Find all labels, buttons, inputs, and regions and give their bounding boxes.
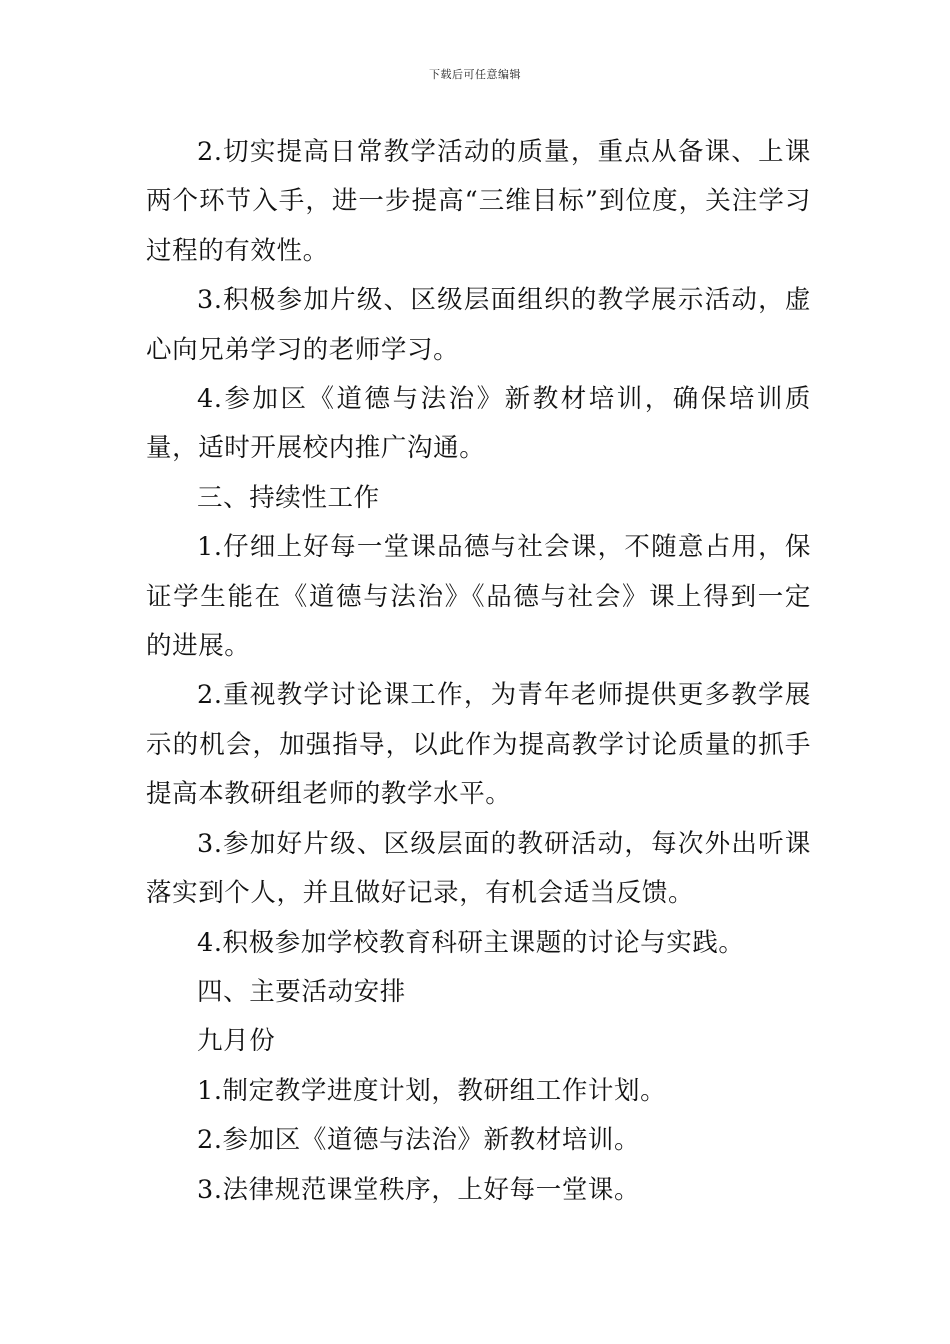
paragraph: 2.切实提高日常教学活动的质量，重点从备课、上课两个环节入手，进一步提高“三维目标”到位度，关注学习过程的有效性。 bbox=[146, 137, 811, 266]
paragraph: 1.仔细上好每一堂课品德与社会课，不随意占用，保证学生能在《道德与法治》《品德与社会》课上得到一定的进展。 bbox=[146, 532, 811, 662]
section-heading: 三、持续性工作 bbox=[197, 482, 380, 513]
paragraph: 2.重视教学讨论课工作，为青年老师提供更多教学展示的机会，加强指导，以此作为提高教学讨论质量的抓手提高本教研组老师的教学水平。 bbox=[146, 680, 811, 810]
paragraph: 4.积极参加学校教育科研主课题的讨论与实践。 bbox=[197, 927, 745, 958]
document-body bbox=[146, 128, 811, 1215]
list-item: 1.制定教学进度计划，教研组工作计划。 bbox=[197, 1075, 667, 1106]
section-heading: 四、主要活动安排 bbox=[197, 976, 406, 1007]
subsection-heading: 九月份 bbox=[197, 1026, 276, 1057]
paragraph: 4.参加区《道德与法治》新教材培训，确保培训质量，适时开展校内推广沟通。 bbox=[146, 384, 811, 464]
page-header: 下载后可任意编辑 bbox=[429, 68, 521, 81]
paragraph: 3.参加好片级、区级层面的教研活动，每次外出听课落实到个人，并且做好记录，有机会适当反馈。 bbox=[146, 828, 811, 909]
list-item: 3.法律规范课堂秩序，上好每一堂课。 bbox=[197, 1174, 641, 1205]
paragraph: 3.积极参加片级、区级层面组织的教学展示活动，虚心向兄弟学习的老师学习。 bbox=[146, 285, 811, 365]
list-item: 2.参加区《道德与法治》新教材培训。 bbox=[197, 1125, 641, 1156]
